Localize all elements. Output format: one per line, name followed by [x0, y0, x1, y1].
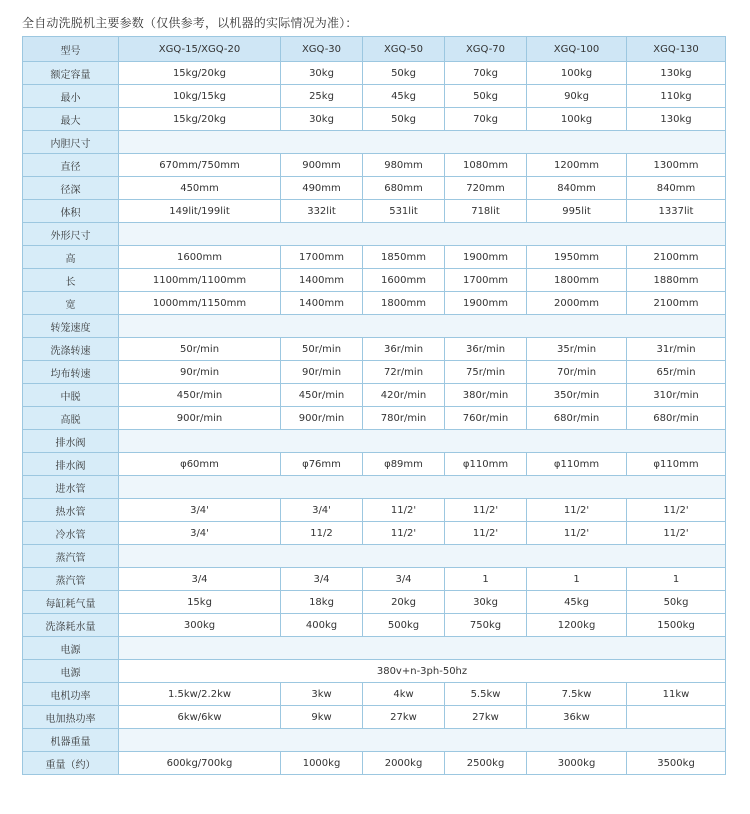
value-cell: 45kg — [527, 591, 627, 614]
table-row — [23, 522, 726, 545]
header-model-cell: XGQ-30 — [281, 37, 363, 62]
value-cell: 1 — [527, 568, 627, 591]
value-cell: 110kg — [627, 85, 726, 108]
value-cell: 30kg — [281, 108, 363, 131]
value-cell: 2100mm — [627, 292, 726, 315]
table-row — [23, 499, 726, 522]
value-cell: 450r/min — [281, 384, 363, 407]
value-cell: 31r/min — [627, 338, 726, 361]
value-cell: 1 — [627, 568, 726, 591]
value-cell: 1.5kw/2.2kw — [119, 683, 281, 706]
value-cell: 15kg — [119, 591, 281, 614]
value-cell: 2100mm — [627, 246, 726, 269]
row-label-cell: 外形尺寸 — [23, 223, 119, 246]
value-cell: 27kw — [445, 706, 527, 729]
value-cell: 36r/min — [363, 338, 445, 361]
row-label-cell: 径深 — [23, 177, 119, 200]
value-cell: 11/2' — [627, 499, 726, 522]
value-cell: 750kg — [445, 614, 527, 637]
value-cell: 1850mm — [363, 246, 445, 269]
row-label-cell: 电源 — [23, 660, 119, 683]
value-cell: 11/2' — [627, 522, 726, 545]
row-label-cell: 蒸汽管 — [23, 545, 119, 568]
value-cell: 70kg — [445, 108, 527, 131]
table-row — [23, 453, 726, 476]
value-cell: 15kg/20kg — [119, 108, 281, 131]
value-cell: 400kg — [281, 614, 363, 637]
table-row — [23, 338, 726, 361]
table-row — [23, 614, 726, 637]
row-label-cell: 转笼速度 — [23, 315, 119, 338]
row-label-cell: 重量（约） — [23, 752, 119, 775]
section-row — [23, 637, 726, 660]
value-cell: 670mm/750mm — [119, 154, 281, 177]
value-cell: 332lit — [281, 200, 363, 223]
row-label-cell: 最小 — [23, 85, 119, 108]
value-cell: 680r/min — [627, 407, 726, 430]
value-cell: 1300mm — [627, 154, 726, 177]
table-row — [23, 660, 726, 683]
row-label-cell: 蒸汽管 — [23, 568, 119, 591]
header-model-cell: XGQ-50 — [363, 37, 445, 62]
header-model-cell: XGQ-130 — [627, 37, 726, 62]
value-cell: 5.5kw — [445, 683, 527, 706]
value-cell: 780r/min — [363, 407, 445, 430]
value-cell: 420r/min — [363, 384, 445, 407]
value-cell: 900mm — [281, 154, 363, 177]
value-cell: 310r/min — [627, 384, 726, 407]
page-title: 全自动洗脱机主要参数（仅供参考，以机器的实际情况为准）： — [22, 16, 358, 30]
section-blank-cell — [119, 729, 726, 752]
value-cell: 3000kg — [527, 752, 627, 775]
value-cell: 30kg — [445, 591, 527, 614]
value-cell: 20kg — [363, 591, 445, 614]
value-cell: 900r/min — [119, 407, 281, 430]
value-cell: 680r/min — [527, 407, 627, 430]
table-row — [23, 85, 726, 108]
table-row — [23, 246, 726, 269]
value-cell: 531lit — [363, 200, 445, 223]
value-cell: 1200mm — [527, 154, 627, 177]
header-label-cell: 型号 — [23, 37, 119, 62]
table-row — [23, 108, 726, 131]
value-cell: 1800mm — [527, 269, 627, 292]
value-cell: 718lit — [445, 200, 527, 223]
table-row — [23, 407, 726, 430]
value-cell: φ89mm — [363, 453, 445, 476]
value-cell: 900r/min — [281, 407, 363, 430]
value-cell: 15kg/20kg — [119, 62, 281, 85]
row-label-cell: 高脱 — [23, 407, 119, 430]
value-cell: 11/2' — [445, 499, 527, 522]
row-label-cell: 排水阀 — [23, 430, 119, 453]
row-label-cell: 中脱 — [23, 384, 119, 407]
value-cell: 18kg — [281, 591, 363, 614]
value-cell: 11kw — [627, 683, 726, 706]
section-blank-cell — [119, 476, 726, 499]
value-cell: 9kw — [281, 706, 363, 729]
value-cell: 36kw — [527, 706, 627, 729]
value-cell: 149lit/199lit — [119, 200, 281, 223]
section-row — [23, 545, 726, 568]
value-cell: 70r/min — [527, 361, 627, 384]
value-cell: 6kw/6kw — [119, 706, 281, 729]
value-cell: 3/4' — [119, 499, 281, 522]
value-cell: 2500kg — [445, 752, 527, 775]
value-cell: 100kg — [527, 62, 627, 85]
value-cell: 1000mm/1150mm — [119, 292, 281, 315]
table-row — [23, 752, 726, 775]
value-cell: 35r/min — [527, 338, 627, 361]
table-row — [23, 200, 726, 223]
value-cell: 90r/min — [281, 361, 363, 384]
row-label-cell: 洗涤转速 — [23, 338, 119, 361]
value-cell: 3500kg — [627, 752, 726, 775]
value-cell: φ110mm — [527, 453, 627, 476]
section-blank-cell — [119, 315, 726, 338]
value-cell: 27kw — [363, 706, 445, 729]
value-cell: 1900mm — [445, 292, 527, 315]
value-cell: 36r/min — [445, 338, 527, 361]
value-cell: 11/2' — [527, 522, 627, 545]
value-cell: 1800mm — [363, 292, 445, 315]
row-label-cell: 每缸耗气量 — [23, 591, 119, 614]
section-blank-cell — [119, 131, 726, 154]
value-cell: 30kg — [281, 62, 363, 85]
merged-value-cell: 380v+n-3ph-50hz — [119, 660, 726, 683]
value-cell: 11/2' — [363, 522, 445, 545]
value-cell: 130kg — [627, 108, 726, 131]
value-cell: 3/4 — [119, 568, 281, 591]
section-row — [23, 476, 726, 499]
section-row — [23, 430, 726, 453]
spec-table — [22, 36, 726, 775]
row-label-cell: 高 — [23, 246, 119, 269]
value-cell: 45kg — [363, 85, 445, 108]
value-cell: 65r/min — [627, 361, 726, 384]
value-cell: 1600mm — [119, 246, 281, 269]
value-cell: 3kw — [281, 683, 363, 706]
section-blank-cell — [119, 545, 726, 568]
section-row — [23, 131, 726, 154]
value-cell: 380r/min — [445, 384, 527, 407]
value-cell: 1950mm — [527, 246, 627, 269]
header-model-cell: XGQ-70 — [445, 37, 527, 62]
row-label-cell: 洗涤耗水量 — [23, 614, 119, 637]
row-label-cell: 电机功率 — [23, 683, 119, 706]
value-cell: 90kg — [527, 85, 627, 108]
row-label-cell: 排水阀 — [23, 453, 119, 476]
value-cell: 7.5kw — [527, 683, 627, 706]
value-cell: 50kg — [363, 108, 445, 131]
value-cell: 1000kg — [281, 752, 363, 775]
value-cell: 1700mm — [445, 269, 527, 292]
table-row — [23, 269, 726, 292]
table-row — [23, 591, 726, 614]
row-label-cell: 内胆尺寸 — [23, 131, 119, 154]
table-row — [23, 292, 726, 315]
value-cell — [627, 706, 726, 729]
value-cell: 1100mm/1100mm — [119, 269, 281, 292]
value-cell: 100kg — [527, 108, 627, 131]
value-cell: 680mm — [363, 177, 445, 200]
value-cell: 1400mm — [281, 292, 363, 315]
table-row — [23, 706, 726, 729]
section-blank-cell — [119, 430, 726, 453]
row-label-cell: 直径 — [23, 154, 119, 177]
section-blank-cell — [119, 637, 726, 660]
value-cell: 25kg — [281, 85, 363, 108]
row-label-cell: 宽 — [23, 292, 119, 315]
value-cell: 1337lit — [627, 200, 726, 223]
row-label-cell: 电加热功率 — [23, 706, 119, 729]
value-cell: 3/4' — [281, 499, 363, 522]
value-cell: 50kg — [445, 85, 527, 108]
value-cell: 1880mm — [627, 269, 726, 292]
value-cell: 1080mm — [445, 154, 527, 177]
value-cell: φ110mm — [627, 453, 726, 476]
table-header-row — [23, 37, 726, 62]
value-cell: 980mm — [363, 154, 445, 177]
value-cell: 1600mm — [363, 269, 445, 292]
row-label-cell: 热水管 — [23, 499, 119, 522]
value-cell: 4kw — [363, 683, 445, 706]
value-cell: 490mm — [281, 177, 363, 200]
value-cell: 1700mm — [281, 246, 363, 269]
section-row — [23, 729, 726, 752]
value-cell: 11/2' — [445, 522, 527, 545]
row-label-cell: 均布转速 — [23, 361, 119, 384]
value-cell: 10kg/15kg — [119, 85, 281, 108]
value-cell: 2000mm — [527, 292, 627, 315]
section-row — [23, 315, 726, 338]
row-label-cell: 长 — [23, 269, 119, 292]
row-label-cell: 体积 — [23, 200, 119, 223]
value-cell: 600kg/700kg — [119, 752, 281, 775]
value-cell: 70kg — [445, 62, 527, 85]
value-cell: 11/2 — [281, 522, 363, 545]
table-row — [23, 568, 726, 591]
section-row — [23, 223, 726, 246]
value-cell: 50r/min — [281, 338, 363, 361]
value-cell: 130kg — [627, 62, 726, 85]
row-label-cell: 进水管 — [23, 476, 119, 499]
value-cell: 50kg — [627, 591, 726, 614]
value-cell: 450r/min — [119, 384, 281, 407]
value-cell: 11/2' — [527, 499, 627, 522]
value-cell: φ60mm — [119, 453, 281, 476]
value-cell: 840mm — [627, 177, 726, 200]
value-cell: 1400mm — [281, 269, 363, 292]
header-model-cell: XGQ-15/XGQ-20 — [119, 37, 281, 62]
value-cell: 500kg — [363, 614, 445, 637]
value-cell: 720mm — [445, 177, 527, 200]
value-cell: 2000kg — [363, 752, 445, 775]
value-cell: 1500kg — [627, 614, 726, 637]
value-cell: 840mm — [527, 177, 627, 200]
value-cell: 3/4 — [281, 568, 363, 591]
value-cell: 1900mm — [445, 246, 527, 269]
value-cell: 72r/min — [363, 361, 445, 384]
value-cell: 760r/min — [445, 407, 527, 430]
value-cell: 995lit — [527, 200, 627, 223]
value-cell: 75r/min — [445, 361, 527, 384]
value-cell: 350r/min — [527, 384, 627, 407]
row-label-cell: 机器重量 — [23, 729, 119, 752]
value-cell: 3/4 — [363, 568, 445, 591]
table-row — [23, 384, 726, 407]
value-cell: 11/2' — [363, 499, 445, 522]
row-label-cell: 冷水管 — [23, 522, 119, 545]
table-row — [23, 62, 726, 85]
value-cell: 90r/min — [119, 361, 281, 384]
row-label-cell: 最大 — [23, 108, 119, 131]
value-cell: 50kg — [363, 62, 445, 85]
value-cell: φ76mm — [281, 453, 363, 476]
section-blank-cell — [119, 223, 726, 246]
value-cell: φ110mm — [445, 453, 527, 476]
table-row — [23, 361, 726, 384]
value-cell: 3/4' — [119, 522, 281, 545]
table-row — [23, 683, 726, 706]
value-cell: 50r/min — [119, 338, 281, 361]
row-label-cell: 电源 — [23, 637, 119, 660]
value-cell: 450mm — [119, 177, 281, 200]
header-model-cell: XGQ-100 — [527, 37, 627, 62]
table-row — [23, 154, 726, 177]
table-row — [23, 177, 726, 200]
value-cell: 1 — [445, 568, 527, 591]
value-cell: 1200kg — [527, 614, 627, 637]
row-label-cell: 额定容量 — [23, 62, 119, 85]
value-cell: 300kg — [119, 614, 281, 637]
